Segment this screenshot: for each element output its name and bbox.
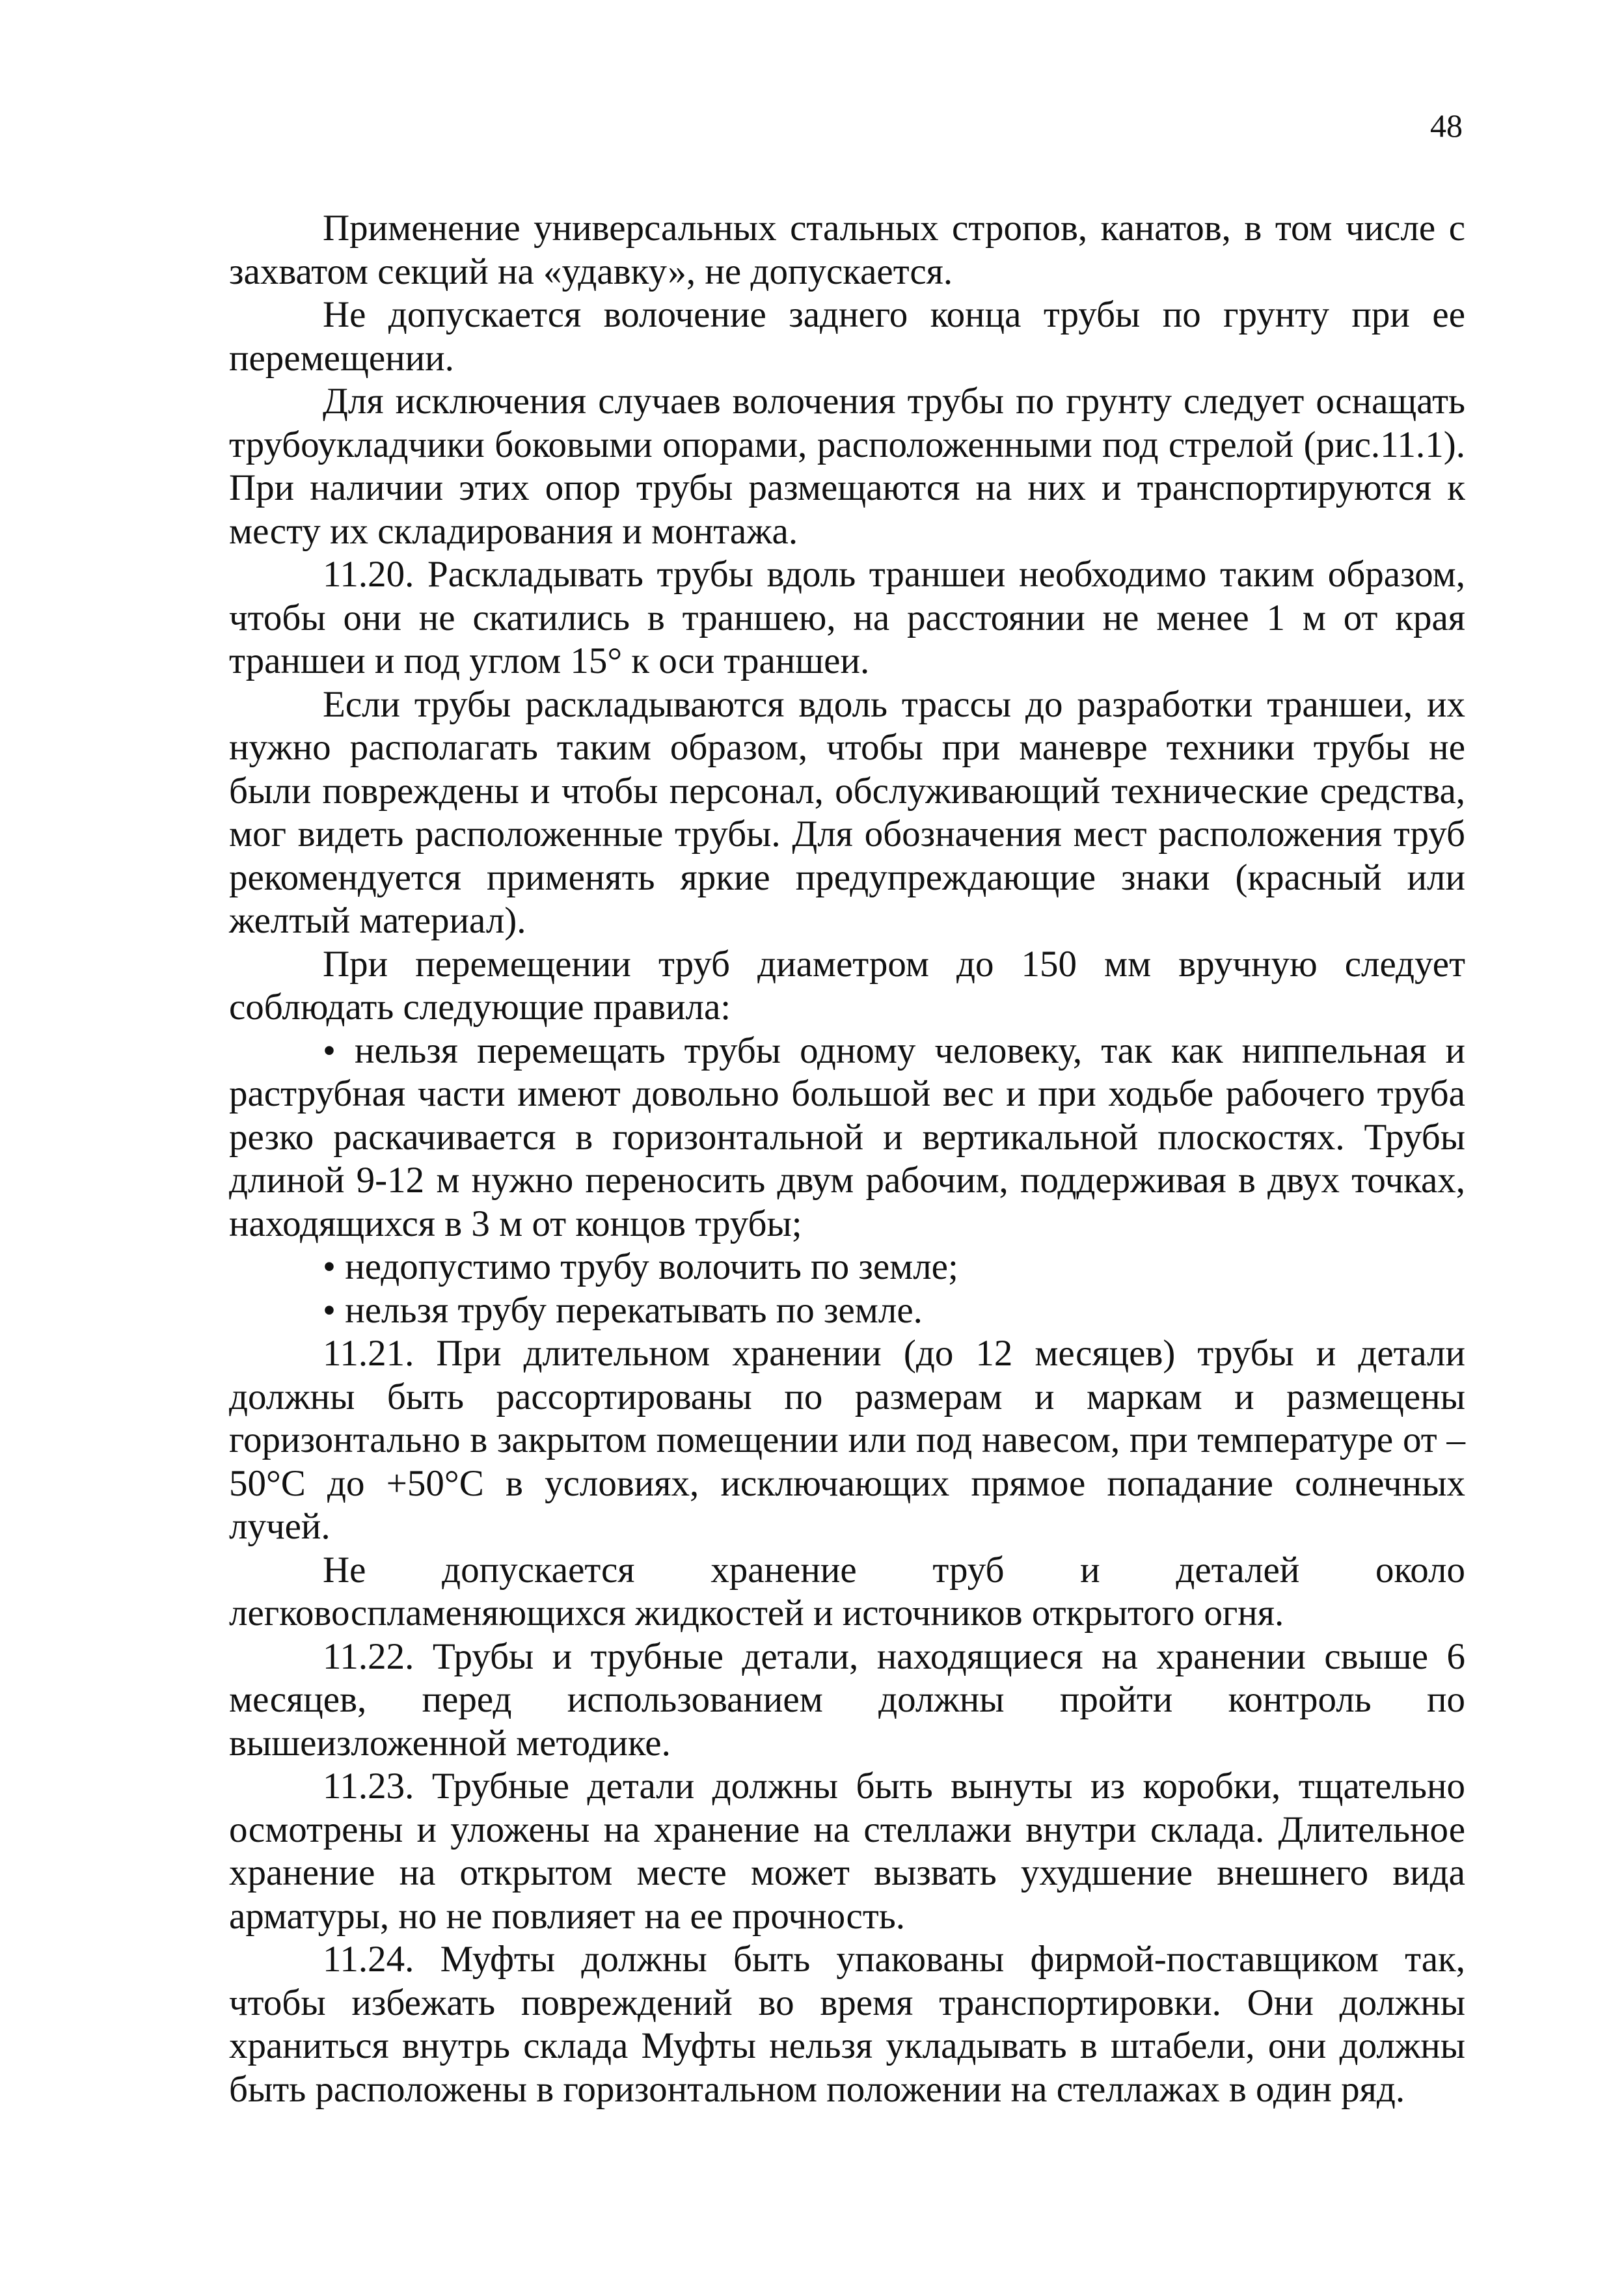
paragraph: Применение универсальных стальных стропов, канатов, в том числе с захватом секций на «удавку», не допускается. <box>229 208 1465 292</box>
document-body <box>229 207 1465 2111</box>
paragraph-section-11-20: 11.20. Раскладывать трубы вдоль траншеи необходимо таким образом, чтобы они не скатились в траншею, на расстоянии не менее 1 м от края траншеи и под углом 15° к оси траншеи. <box>229 554 1465 681</box>
paragraph-section-11-22: 11.22. Трубы и трубные детали, находящиеся на хранении свыше 6 месяцев, перед использованием должны пройти контроль по вышеизложенной методике. <box>229 1635 1465 1764</box>
page-number: 48 <box>1430 107 1463 144</box>
paragraph-section-11-21: 11.21. При длительном хранении (до 12 месяцев) трубы и детали должны быть рассортированы по размерам и маркам и размещены горизонтально в закрытом помещении или под навесом, при температуре от –50°C до +50°C в условиях, исключающих прямое попадание солнечных лучей. <box>229 1333 1465 1547</box>
bullet-item: • недопустимо трубу волочить по земле; <box>229 1246 1465 1289</box>
paragraph-section-11-23: 11.23. Трубные детали должны быть вынуты из коробки, тщательно осмотрены и уложены на хранение на стеллажи внутри склада. Длительное хранение на открытом месте может вызвать ухудшение внешнего вида арматуры, но не повлияет на ее прочность. <box>229 1766 1465 1937</box>
paragraph: Не допускается хранение труб и деталей около легковоспламеняющихся жидкостей и источников открытого огня. <box>229 1549 1465 1634</box>
paragraph: Если трубы раскладываются вдоль трассы до разработки траншеи, их нужно располагать таким образом, чтобы при маневре техники трубы не были повреждены и чтобы персонал, обслуживающий технические средства, мог видеть расположенные трубы. Для обозначения мест расположения труб рекомендуется применять яркие предупреждающие знаки (красный или желтый материал). <box>229 683 1465 941</box>
bullet-item: • нельзя перемещать трубы одному человеку, так как ниппельная и раструбная части имеют довольно большой вес и при ходьбе рабочего труба резко раскачивается в горизонтальной и вертикальной плоскостях. Трубы длиной 9-12 м нужно переносить двум рабочим, поддерживая в двух точках, находящихся в 3 м от концов трубы; <box>229 1030 1465 1246</box>
paragraph: При перемещении труб диаметром до 150 мм вручную следует соблюдать следующие правила: <box>229 943 1465 1028</box>
paragraph-section-11-24: 11.24. Муфты должны быть упакованы фирмой-поставщиком так, чтобы избежать повреждений во время транспортировки. Они должны храниться внутрь склада Муфты нельзя укладывать в штабели, они должны быть расположены в горизонтальном положении на стеллажах в один ряд. <box>229 1939 1465 2110</box>
paragraph: Для исключения случаев волочения трубы по грунту следует оснащать трубоукладчики боковыми опорами, расположенными под стрелой (рис.11.1). При наличии этих опор трубы размещаются на них и транспортируются к месту их складирования и монтажа. <box>229 381 1465 552</box>
bullet-item: • нельзя трубу перекатывать по земле. <box>229 1289 1465 1333</box>
paragraph: Не допускается волочение заднего конца трубы по грунту при ее перемещении. <box>229 294 1465 379</box>
